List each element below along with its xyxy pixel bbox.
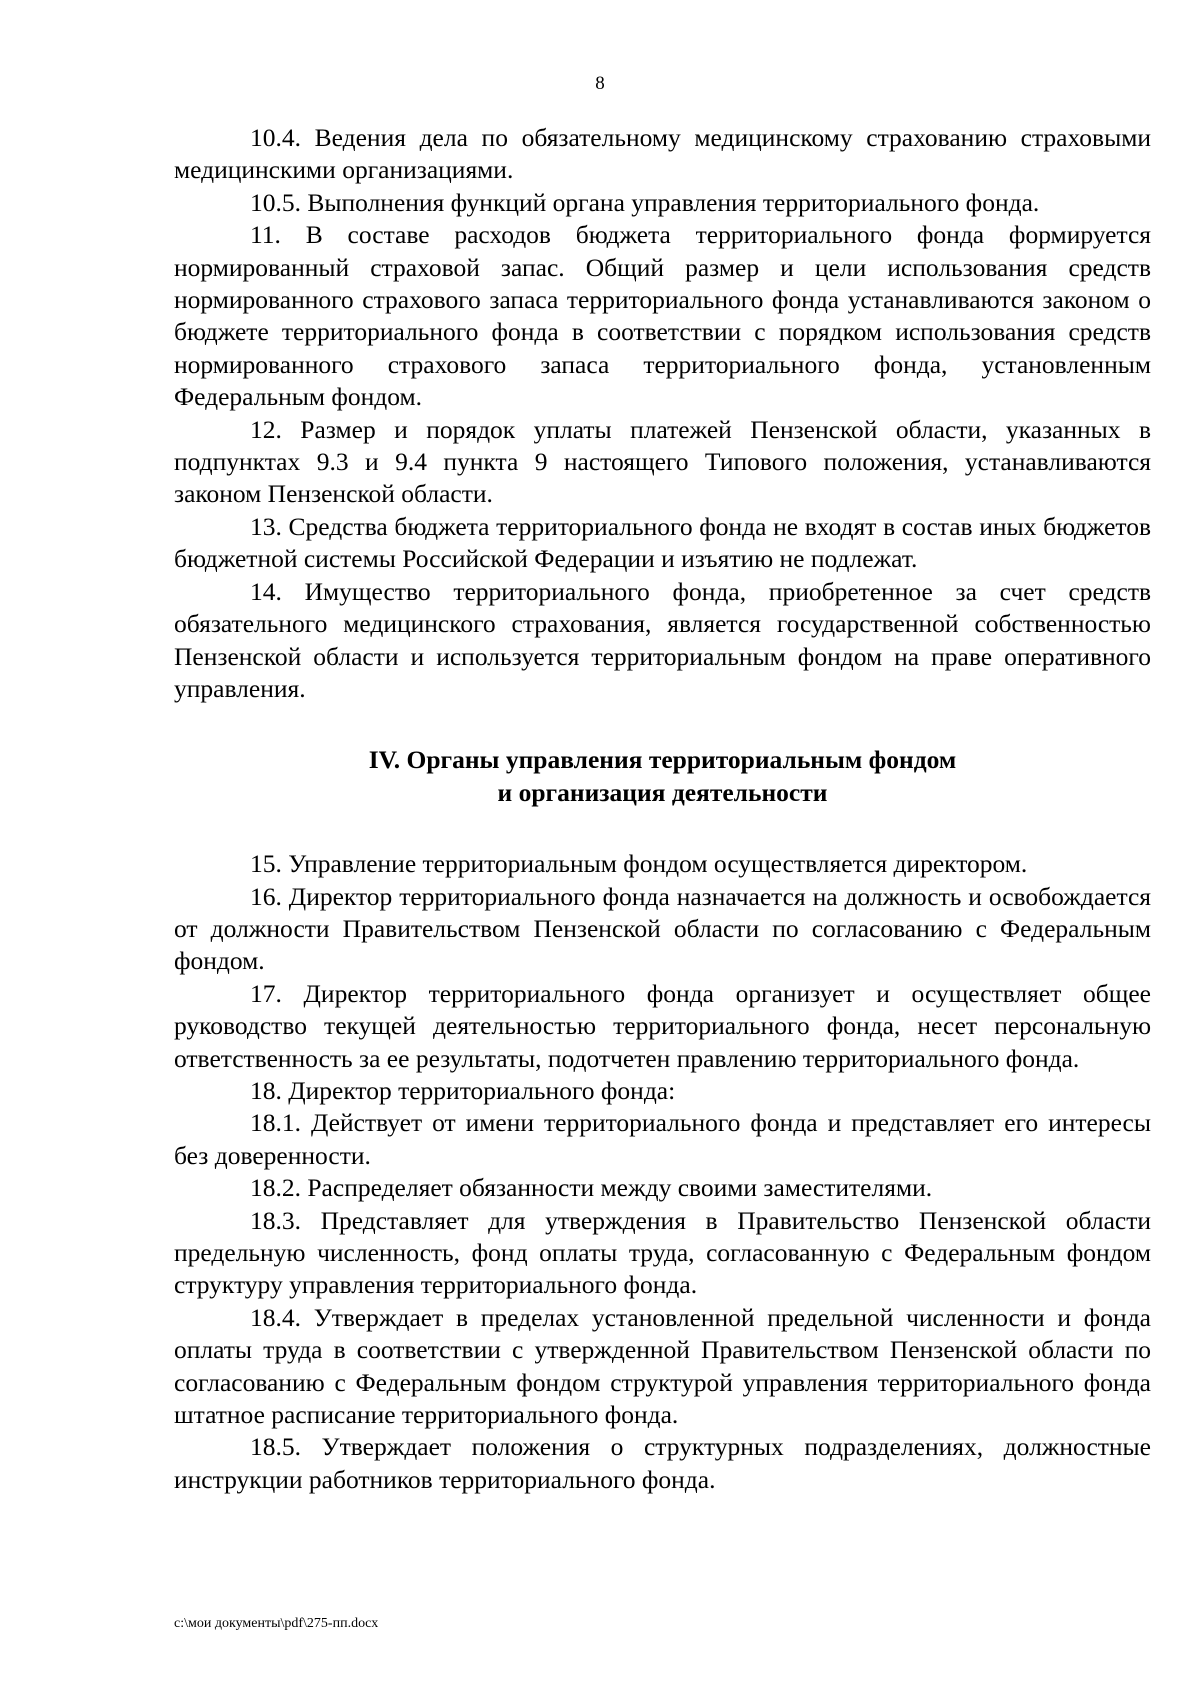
paragraph-10-4: 10.4. Ведения дела по обязательному медицинскому страхованию страховыми медицинскими организациями. bbox=[174, 123, 1151, 185]
paragraph-17: 17. Директор территориального фонда организует и осуществляет общее руководство текущей деятельностью территориального фонда, несет персональную ответственность за ее результаты, подотчетен правлению территориального фонда. bbox=[174, 978, 1151, 1073]
paragraph-11: 11. В составе расходов бюджета территориального фонда формируется нормированный страховой запас. Общий размер и цели использования средств нормированного страхового запаса территориального фонда устанавливаются законом о бюджете территориального фонда в соответствии с порядком использования средств нормированного страхового запаса территориального фонда, установленным Федеральным фондом. bbox=[174, 220, 1151, 412]
paragraph-13: 13. Средства бюджета территориального фонда не входят в состав иных бюджетов бюджетной системы Российской Федерации и изъятию не подлежат. bbox=[174, 511, 1151, 574]
page-number: 8 bbox=[595, 73, 605, 94]
paragraph-14: 14. Имущество территориального фонда, приобретенное за счет средств обязательного медицинского страхования, является государственной собственностью Пензенской области и используется территориальным фондом на праве оперативного управления. bbox=[174, 576, 1151, 703]
footer-file-path: c:\мои документы\pdf\275-пп.docx bbox=[174, 1616, 379, 1631]
section-heading-line-2: и организация деятельности bbox=[497, 777, 828, 807]
section-heading bbox=[174, 705, 1151, 848]
paragraph-18-1: 18.1. Действует от имени территориального фонда и представляет его интересы без доверенности. bbox=[174, 1108, 1151, 1170]
paragraph-18: 18. Директор территориального фонда: bbox=[250, 1075, 676, 1105]
section-heading-line-1: IV. Органы управления территориальным фондом bbox=[368, 745, 957, 775]
paragraph-18-5: 18.5. Утверждает положения о структурных подразделениях, должностные инструкции работников территориального фонда. bbox=[174, 1432, 1151, 1494]
paragraph-18-2: 18.2. Распределяет обязанности между своими заместителями. bbox=[250, 1173, 933, 1203]
paragraph-12: 12. Размер и порядок уплаты платежей Пензенской области, указанных в подпунктах 9.3 и 9.4 пункта 9 настоящего Типового положения, устанавливаются законом Пензенской области. bbox=[174, 414, 1151, 509]
paragraph-16: 16. Директор территориального фонда назначается на должность и освобождается от должности Правительством Пензенской области по согласованию с Федеральным фондом. bbox=[174, 881, 1151, 976]
paragraph-18-4: 18.4. Утверждает в пределах установленной предельной численности и фонда оплаты труда в соответствии с утвержденной Правительством Пензенской области по согласованию с Федеральным фондом структурой управления территориального фонда штатное расписание территориального фонда. bbox=[174, 1302, 1151, 1430]
paragraph-18-3: 18.3. Представляет для утверждения в Правительство Пензенской области предельную численность, фонд оплаты труда, согласованную с Федеральным фондом структуру управления территориального фонда. bbox=[174, 1205, 1151, 1300]
document-body bbox=[174, 122, 1151, 1496]
paragraph-10-5: 10.5. Выполнения функций органа управления территориального фонда. bbox=[250, 187, 1040, 217]
paragraph-15: 15. Управление территориальным фондом осуществляется директором. bbox=[250, 849, 1028, 879]
